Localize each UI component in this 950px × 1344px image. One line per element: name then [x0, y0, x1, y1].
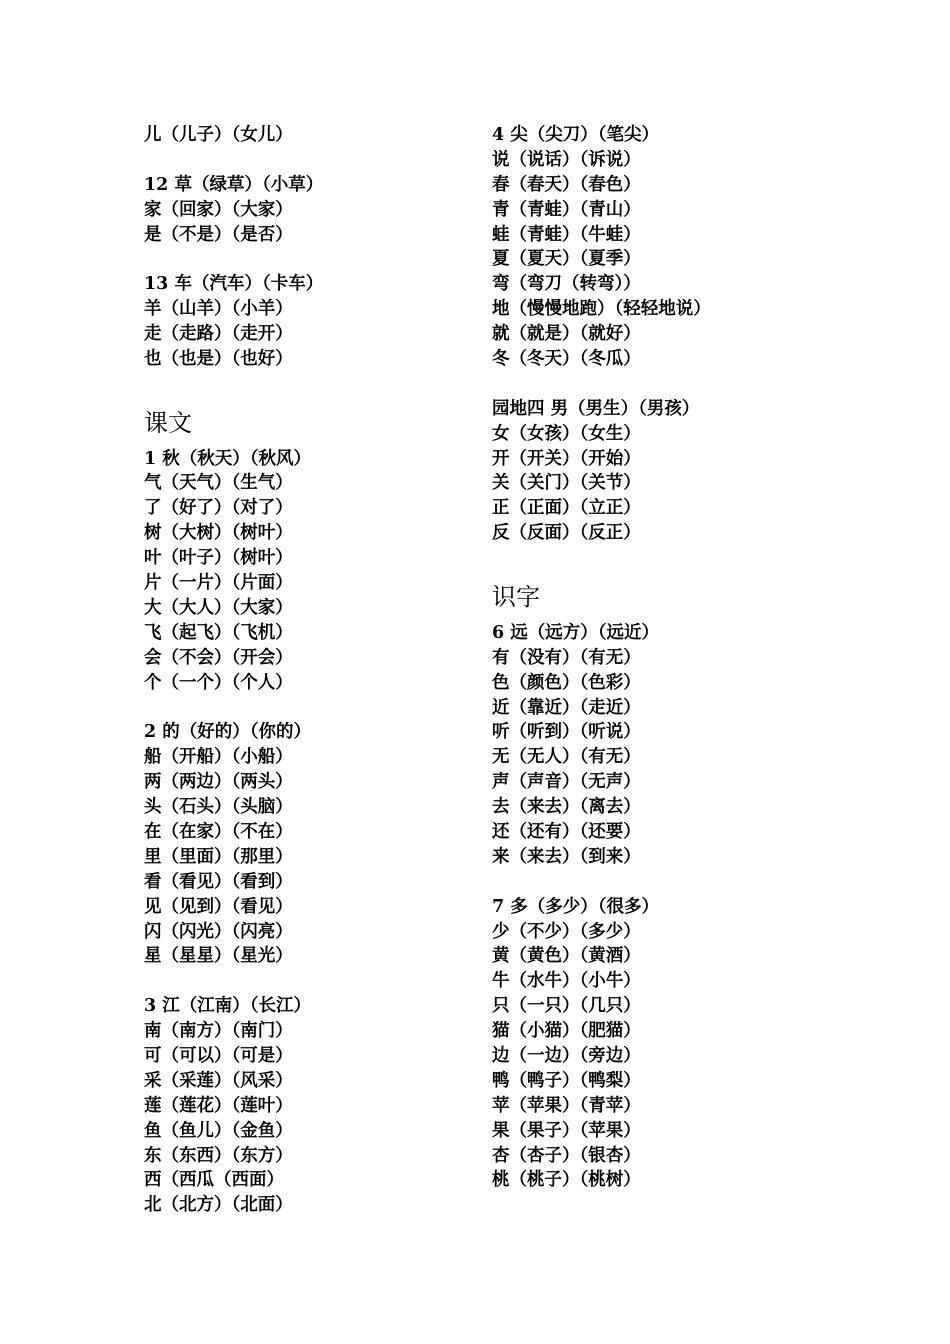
vocab-line: 女（女孩）（女生） — [492, 423, 641, 444]
vocab-line: 园地四 男（男生）（男孩） — [492, 398, 700, 419]
vocab-line: 走（走路）（走开） — [144, 324, 293, 345]
vocab-line: 桃（桃子）（桃树） — [492, 1170, 641, 1191]
vocab-line: 头（石头）（头脑） — [144, 797, 293, 818]
vocab-line: 采（采莲）（风采） — [144, 1070, 293, 1091]
blank-line — [144, 969, 474, 994]
vocab-line: 鸭（鸭子）（鸭梨） — [492, 1070, 641, 1091]
vocab-line: 也（也是）（也好） — [144, 349, 293, 370]
vocab-line: 见（见到）（看见） — [144, 896, 293, 917]
vocab-line: 2 的（好的）（你的） — [144, 722, 312, 743]
vocab-line: 1 秋（秋天）（秋风） — [144, 448, 312, 469]
vocab-line: 气（天气）（生气） — [144, 473, 293, 494]
vocab-line: 冬（冬天）（冬瓜） — [492, 349, 641, 370]
vocab-line: 7 多（多少）（很多） — [492, 896, 660, 917]
vocab-line: 星（星星）（星光） — [144, 946, 293, 967]
vocab-line: 果（果子）（苹果） — [492, 1120, 641, 1141]
vocab-line: 反（反面）（反正） — [492, 523, 641, 544]
vocab-line: 13 车（汽车）（卡车） — [144, 274, 324, 295]
vocab-line: 船（开船）（小船） — [144, 747, 293, 768]
vocab-line: 4 尖（尖刀）（笔尖） — [492, 125, 660, 145]
vocab-line: 羊（山羊）（小羊） — [144, 299, 293, 320]
vocab-line: 边（一边）（旁边） — [492, 1045, 641, 1066]
vocab-line: 树（大树）（树叶） — [144, 523, 293, 544]
blank-line — [144, 148, 474, 173]
vocab-line: 来（来去）（到来） — [492, 846, 641, 867]
blank-line — [492, 372, 822, 397]
blank-line — [144, 696, 474, 721]
vocab-line: 黄（黄色）（黄酒） — [492, 946, 641, 967]
vocab-line: 12 草（绿草）（小草） — [144, 174, 324, 195]
vocab-line: 青（青蛙）（青山） — [492, 199, 641, 220]
vocab-line: 6 远（远方）（远近） — [492, 622, 660, 643]
vocab-line: 会（不会）（开会） — [144, 647, 293, 668]
vocab-line: 大（大人）（大家） — [144, 597, 293, 618]
vocab-line: 家（回家）（大家） — [144, 199, 293, 220]
vocab-line: 看（看见）（看到） — [144, 871, 293, 892]
vocab-line: 儿（儿子）（女儿） — [144, 125, 293, 145]
vocab-line: 苹（苹果）（青苹） — [492, 1095, 641, 1116]
vocab-line: 开（开关）（开始） — [492, 448, 641, 469]
vocab-line: 片（一片）（片面） — [144, 573, 293, 594]
vocab-line: 莲（莲花）（莲叶） — [144, 1095, 293, 1116]
section-heading: 课文 — [144, 408, 192, 437]
vocab-line: 就（就是）（就好） — [492, 324, 641, 345]
vocab-line: 去（来去）（离去） — [492, 797, 641, 818]
vocab-line: 北（北方）（北面） — [144, 1195, 293, 1216]
vocab-line: 说（说话）（诉说） — [492, 149, 641, 170]
vocab-line: 有（没有）（有无） — [492, 647, 641, 668]
vocab-line: 猫（小猫）（肥猫） — [492, 1021, 641, 1042]
vocab-line: 春（春天）（春色） — [492, 174, 641, 195]
vocab-line: 可（可以）（可是） — [144, 1045, 293, 1066]
vocab-line: 3 江（江南）（长江） — [144, 996, 312, 1017]
vocab-line: 了（好了）（对了） — [144, 498, 293, 519]
vocab-line: 听（听到）（听说） — [492, 722, 641, 743]
vocab-line: 只（一只）（几只） — [492, 996, 641, 1017]
vocab-line: 鱼（鱼儿）（金鱼） — [144, 1120, 293, 1141]
vocab-line: 东（东西）（东方） — [144, 1145, 293, 1166]
blank-line — [492, 546, 822, 571]
left-column — [144, 123, 474, 1218]
vocab-line: 声（声音）（无声） — [492, 772, 641, 793]
vocab-line: 弯（弯刀（转弯）） — [492, 274, 641, 295]
vocab-line: 闪（闪光）（闪亮） — [144, 921, 293, 942]
blank-line — [144, 247, 474, 272]
blank-line — [144, 372, 474, 397]
blank-line — [492, 870, 822, 895]
vocab-line: 杏（杏子）（银杏） — [492, 1145, 641, 1166]
vocab-line: 地（慢慢地跑）（轻轻地说） — [492, 299, 711, 320]
vocab-line: 西（西瓜（西面） — [144, 1170, 284, 1191]
section-heading: 识字 — [492, 583, 540, 612]
vocab-line: 蛙（青蛙）（牛蛙） — [492, 224, 641, 245]
vocab-line: 少（不少）（多少） — [492, 921, 641, 942]
vocab-line: 正（正面）（立正） — [492, 498, 641, 519]
vocab-line: 个（一个）（个人） — [144, 672, 293, 693]
vocab-line: 色（颜色）（色彩） — [492, 672, 641, 693]
vocab-line: 无（无人）（有无） — [492, 747, 641, 768]
vocab-line: 飞（起飞）（飞机） — [144, 622, 293, 643]
vocab-line: 两（两边）（两头） — [144, 772, 293, 793]
vocab-line: 是（不是）（是否） — [144, 224, 293, 245]
vocab-line: 牛（水牛）（小牛） — [492, 971, 641, 992]
vocab-line: 夏（夏天）（夏季） — [492, 249, 641, 270]
vocab-line: 在（在家）（不在） — [144, 821, 293, 842]
vocab-line: 南（南方）（南门） — [144, 1021, 293, 1042]
vocab-line: 关（关门）（关节） — [492, 473, 641, 494]
vocab-line: 还（还有）（还要） — [492, 821, 641, 842]
vocab-line: 近（靠近）（走近） — [492, 697, 641, 718]
vocab-line: 叶（叶子）（树叶） — [144, 548, 293, 569]
right-column — [492, 123, 822, 1193]
vocab-line: 里（里面）（那里） — [144, 846, 293, 867]
